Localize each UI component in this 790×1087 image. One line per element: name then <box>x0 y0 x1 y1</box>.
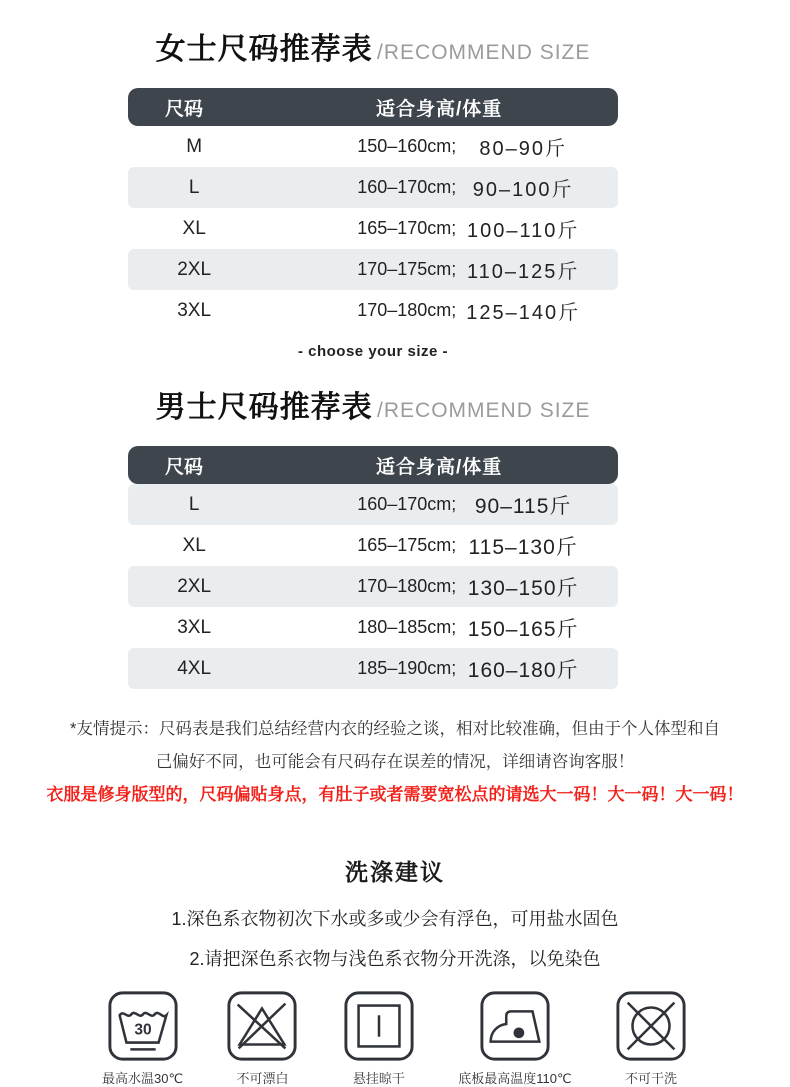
height-cell: 170–180cm; <box>357 576 457 596</box>
men-title-cn: 男士尺码推荐表 <box>155 391 373 424</box>
care-icon-hang-dry <box>342 989 416 1087</box>
table-row <box>128 126 618 167</box>
care-icon-no-bleach <box>225 989 299 1087</box>
washing-advice-title: 洗涤建议 <box>345 859 445 885</box>
weight-cell: 90–100斤 <box>472 179 574 201</box>
care-icon-wash-temp <box>102 989 183 1087</box>
choose-your-size-caption: - choose your size - <box>297 343 449 360</box>
care-icons-row <box>102 989 688 1087</box>
women-title-cn: 女士尺码推荐表 <box>155 33 373 66</box>
women-size-table <box>128 88 618 331</box>
care-icon-iron-temp <box>458 989 571 1087</box>
care-icon-label: 悬挂晾干 <box>352 1071 405 1086</box>
height-cell: 165–170cm; <box>357 218 457 238</box>
size-cell: 3XL <box>177 616 212 638</box>
size-cell: 4XL <box>177 657 212 679</box>
col-header-fit: 适合身高/体重 <box>376 98 503 120</box>
women-table-header <box>128 88 618 126</box>
height-cell: 170–180cm; <box>357 300 457 320</box>
size-cell: XL <box>182 217 206 239</box>
men-section-title <box>128 390 618 431</box>
table-row <box>128 566 618 607</box>
hang-dry-icon <box>342 989 416 1063</box>
max-water-temp-icon <box>106 989 180 1063</box>
care-icon-label: 底板最高温度110℃ <box>458 1071 572 1086</box>
iron-max-temp-icon <box>478 989 552 1063</box>
weight-cell: 90–115斤 <box>474 494 572 518</box>
women-title-en: /RECOMMEND SIZE <box>377 41 591 64</box>
size-cell: XL <box>182 534 206 556</box>
height-cell: 160–170cm; <box>357 494 457 514</box>
weight-cell: 110–125斤 <box>466 261 580 283</box>
weight-cell: 125–140斤 <box>466 302 581 324</box>
weight-cell: 115–130斤 <box>468 535 578 559</box>
weight-cell: 160–180斤 <box>467 658 579 682</box>
washing-advice-list <box>0 899 790 979</box>
weight-cell: 130–150斤 <box>467 576 579 600</box>
washing-advice-item: 1.深色系衣物初次下水或多或少会有浮色，可用盐水固色 <box>171 909 619 929</box>
col-header-size: 尺码 <box>165 98 204 120</box>
table-row <box>128 607 618 648</box>
col-header-size: 尺码 <box>165 456 204 478</box>
height-cell: 185–190cm; <box>357 658 457 678</box>
weight-cell: 150–165斤 <box>467 617 579 641</box>
table-row <box>128 208 618 249</box>
men-table-rows <box>128 484 618 689</box>
size-cell: L <box>188 493 200 515</box>
care-icon-label: 不可干洗 <box>624 1071 677 1086</box>
washing-advice-item: 2.请把深色系衣物与浅色系衣物分开洗涤，以免染色 <box>189 949 601 969</box>
friendly-tip-text: *友情提示：尺码表是我们总结经营内衣的经验之谈，相对比较准确，但由于个人体型和自己偏好不同，也可能会有尺码存在误差的情况，详细请咨询客服！ <box>70 720 720 771</box>
women-table-rows <box>128 126 618 331</box>
height-cell: 160–170cm; <box>357 177 457 197</box>
table-row <box>128 167 618 208</box>
size-cell: 2XL <box>177 575 212 597</box>
men-title-en: /RECOMMEND SIZE <box>377 399 591 422</box>
men-size-table <box>128 446 618 689</box>
svg-text:30: 30 <box>133 1021 152 1039</box>
size-cell: 2XL <box>177 258 212 280</box>
care-icon-no-dry-clean <box>614 989 688 1087</box>
height-cell: 180–185cm; <box>357 617 457 637</box>
table-row <box>128 525 618 566</box>
size-cell: M <box>186 135 203 157</box>
table-row <box>128 484 618 525</box>
table-row <box>128 648 618 689</box>
women-section-title <box>128 32 618 73</box>
weight-cell: 80–90斤 <box>479 138 567 160</box>
size-cell: L <box>188 176 200 198</box>
care-icon-label: 不可漂白 <box>236 1071 289 1086</box>
men-table-header <box>128 446 618 484</box>
table-row <box>128 290 618 331</box>
height-cell: 170–175cm; <box>357 259 457 279</box>
care-icon-label: 最高水温30℃ <box>102 1071 184 1086</box>
size-up-warning-text: 衣服是修身版型的，尺码偏贴身点，有肚子或者需要宽松点的请选大一码！大一码！大一码！ <box>46 785 744 804</box>
height-cell: 150–160cm; <box>357 136 457 156</box>
col-header-fit: 适合身高/体重 <box>376 456 503 478</box>
table-row <box>128 249 618 290</box>
no-dry-clean-icon <box>614 989 688 1063</box>
size-cell: 3XL <box>177 299 212 321</box>
height-cell: 165–175cm; <box>357 535 457 555</box>
weight-cell: 100–110斤 <box>466 220 580 242</box>
no-bleach-icon <box>225 989 299 1063</box>
